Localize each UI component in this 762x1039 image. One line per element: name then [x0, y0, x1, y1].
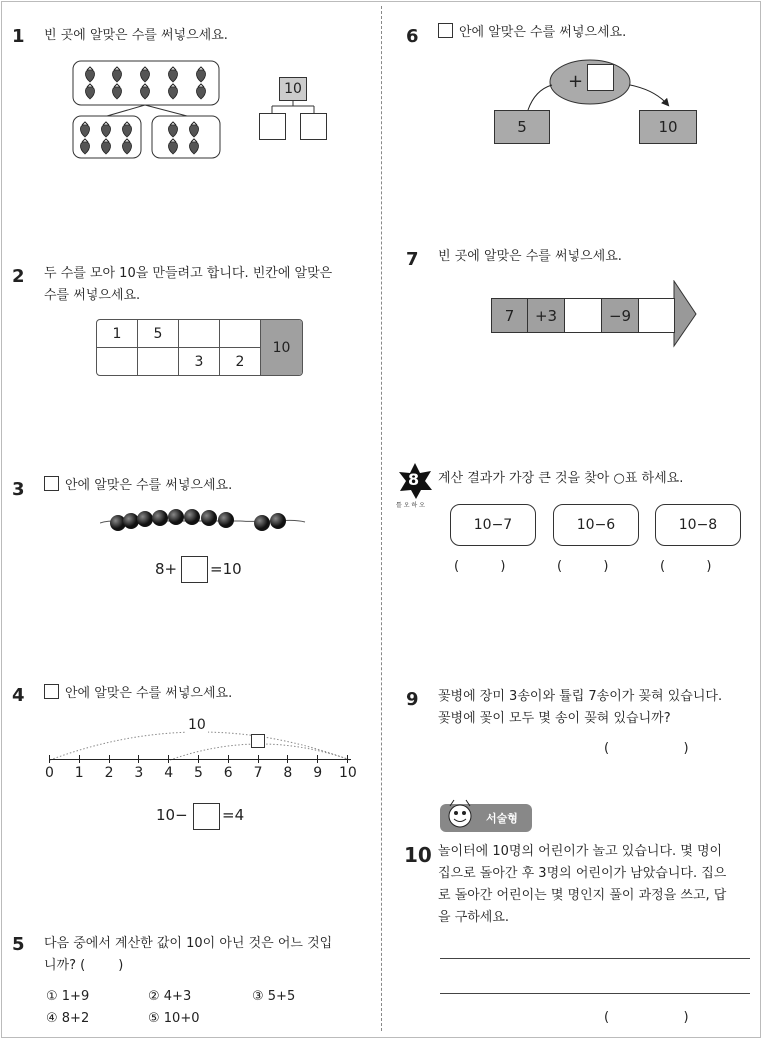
question-3-text: 안에 알맞은 수를 써넣으세요.	[65, 478, 233, 493]
q9-answer-paren[interactable]: ( )	[604, 741, 689, 756]
number-line-label: 1	[74, 765, 84, 781]
bead-string	[100, 506, 306, 534]
beads	[110, 509, 286, 531]
question-5-text-2: 니까? ( )	[44, 958, 124, 973]
q10-answer-paren[interactable]: ( )	[604, 1010, 689, 1025]
q8-badge-subtext: 틀 오 하 오	[396, 502, 425, 509]
character-icon	[442, 798, 482, 834]
q2-cell-answer[interactable]	[97, 348, 138, 375]
number-line-label: 3	[134, 765, 144, 781]
q8-card[interactable]: 10−6	[553, 504, 639, 546]
q2-table	[96, 319, 303, 376]
question-9-text-1: 꽃병에 장미 3송이와 튤립 7송이가 꽂혀 있습니다.	[438, 689, 723, 704]
q10-writing-line[interactable]	[440, 958, 750, 959]
q1-total-box: 10	[279, 77, 307, 101]
q2-total-cell: 10	[261, 320, 302, 375]
question-number-8: 8	[408, 470, 420, 489]
number-line-label: 0	[45, 765, 54, 781]
number-line-label: 9	[313, 765, 323, 781]
question-8-text: 계산 결과가 가장 큰 것을 찾아 ○표 하세요.	[438, 471, 684, 486]
q2-cell: 1	[97, 320, 138, 348]
q1-answer-box-right[interactable]	[300, 113, 327, 140]
question-10-text-2: 집으로 돌아간 후 3명의 어린이가 남았습니다. 집으	[438, 866, 727, 881]
q2-cell-answer[interactable]	[179, 320, 220, 348]
q8-answer-paren[interactable]: ( )	[557, 559, 609, 574]
q4-answer-box[interactable]	[193, 803, 220, 830]
number-line-tick	[49, 755, 50, 763]
q3-equation-left: 8+	[155, 560, 178, 578]
q6-answer-box[interactable]	[587, 64, 614, 91]
q7-cell: +3	[527, 298, 565, 333]
question-number-3: 3	[12, 479, 25, 500]
question-2-text-1: 두 수를 모아 10을 만들려고 합니다. 빈칸에 알맞은	[44, 266, 333, 281]
q8-answer-paren[interactable]: ( )	[454, 559, 506, 574]
q4-arc-label: 10	[188, 717, 206, 733]
number-line-label: 5	[194, 765, 203, 781]
question-4-line	[44, 682, 232, 706]
q4-equation-right: =4	[222, 806, 245, 824]
question-10-text-3: 로 돌아간 어린이는 몇 명인지 풀이 과정을 쓰고, 답	[438, 888, 727, 903]
q2-cell-answer[interactable]	[220, 320, 261, 348]
q10-badge-label: 서술형	[486, 812, 518, 825]
q8-card[interactable]: 10−8	[655, 504, 741, 546]
question-6-line	[438, 21, 626, 45]
column-divider	[381, 6, 382, 1031]
number-line-label: 8	[283, 765, 293, 781]
q5-option[interactable]: ④ 8+2	[46, 1011, 90, 1026]
number-line-tick	[317, 755, 318, 763]
question-number-10: 10	[404, 843, 432, 867]
number-line-tick	[198, 755, 199, 763]
q5-option[interactable]: ② 4+3	[148, 989, 192, 1004]
number-line-tick	[168, 755, 169, 763]
number-line-tick	[347, 755, 348, 763]
q5-option[interactable]: ⑤ 10+0	[148, 1011, 200, 1026]
question-number-4: 4	[12, 685, 25, 706]
q6-right-box: 10	[639, 110, 697, 144]
q7-answer-cell[interactable]	[564, 298, 602, 333]
strawberry-groups	[72, 60, 222, 160]
question-number-6: 6	[406, 26, 419, 47]
q6-operator: +	[568, 71, 584, 92]
question-2-text-2: 수를 써넣으세요.	[44, 288, 141, 303]
q5-option[interactable]: ③ 5+5	[252, 989, 296, 1004]
question-5-text-1: 다음 중에서 계산한 값이 10이 아닌 것은 어느 것입	[44, 936, 333, 951]
number-line-label: 7	[253, 765, 263, 781]
number-line-tick	[287, 755, 288, 763]
question-number-5: 5	[12, 934, 25, 955]
question-9-text-2: 꽃병에 꽃이 모두 몇 송이 꽂혀 있습니까?	[438, 711, 671, 726]
number-line-label: 2	[104, 765, 114, 781]
q3-answer-box[interactable]	[181, 556, 208, 583]
question-number-7: 7	[406, 249, 419, 270]
question-6-text: 안에 알맞은 수를 써넣으세요.	[459, 25, 627, 40]
number-line	[49, 759, 351, 760]
question-number-2: 2	[12, 266, 25, 287]
q2-cell: 5	[138, 320, 179, 348]
q7-answer-cell[interactable]	[638, 298, 675, 333]
q3-equation-right: =10	[210, 560, 242, 578]
q2-cell-answer[interactable]	[138, 348, 179, 375]
question-10-text-4: 을 구하세요.	[438, 910, 510, 925]
number-line-tick	[258, 755, 259, 763]
answer-square-icon	[44, 476, 59, 491]
question-1-text: 빈 곳에 알맞은 수를 써넣으세요.	[44, 28, 228, 43]
strawberry-diagram	[72, 60, 222, 160]
q2-cell: 3	[179, 348, 220, 375]
q10-badge	[440, 804, 532, 832]
number-line-label: 10	[339, 765, 357, 781]
q2-cell: 2	[220, 348, 261, 375]
question-10-text-1: 놀이터에 10명의 어린이가 놀고 있습니다. 몇 명이	[438, 844, 723, 859]
q5-option[interactable]: ① 1+9	[46, 989, 90, 1004]
number-line-tick	[79, 755, 80, 763]
q4-equation-left: 10−	[156, 806, 188, 824]
q7-cell: −9	[601, 298, 639, 333]
question-4-text: 안에 알맞은 수를 써넣으세요.	[65, 686, 233, 701]
question-3-line	[44, 474, 232, 498]
question-number-9: 9	[406, 689, 419, 710]
question-number-1: 1	[12, 26, 25, 47]
q8-answer-paren[interactable]: ( )	[660, 559, 712, 574]
answer-square-icon	[438, 23, 453, 38]
q8-card[interactable]: 10−7	[450, 504, 536, 546]
q10-writing-line[interactable]	[440, 993, 750, 994]
question-7-text: 빈 곳에 알맞은 수를 써넣으세요.	[438, 249, 622, 264]
q6-left-box: 5	[494, 110, 550, 144]
number-line-label: 6	[223, 765, 233, 781]
answer-square-icon	[44, 684, 59, 699]
number-line-label: 4	[164, 765, 174, 781]
number-line-tick	[228, 755, 229, 763]
q7-cell: 7	[491, 298, 528, 333]
number-line-tick	[109, 755, 110, 763]
q4-arc-answer-box[interactable]	[251, 734, 265, 748]
number-line-tick	[138, 755, 139, 763]
q1-answer-box-left[interactable]	[259, 113, 286, 140]
